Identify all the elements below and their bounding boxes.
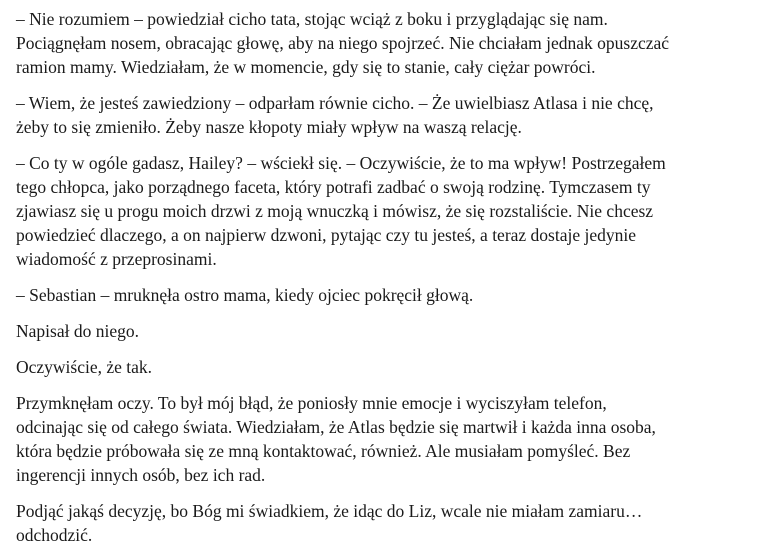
paragraph [16, 319, 741, 343]
text-line: tego chłopca, jako porządnego faceta, który potrafi zadbać o swoją rodzinę. Tymczasem ty [16, 177, 651, 197]
text-line: – Wiem, że jesteś zawiedziony – odparłam równie cicho. – Że uwielbiasz Atlasa i nie chcę, [16, 93, 654, 113]
text-line: odchodzić. [16, 525, 93, 545]
text-line: Oczywiście, że tak. [16, 357, 153, 377]
text-line: ingerencji innych osób, bez ich rad. [16, 465, 266, 485]
text-line: zjawiasz się u progu moich drzwi z moją wnuczką i mówisz, że się rozstaliście. Nie chcesz [16, 201, 654, 221]
text-line: żeby to się zmieniło. Żeby nasze kłopoty miały wpływ na waszą relację. [16, 117, 522, 137]
text-line: Przymknęłam oczy. To był mój błąd, że poniosły mnie emocje i wyciszyłam telefon, [16, 393, 607, 413]
paragraph [16, 151, 741, 271]
text-line: ramion mamy. Wiedziałam, że w momencie, gdy się to stanie, cały ciężar powróci. [16, 57, 596, 77]
paragraph [16, 355, 741, 379]
text-line: wiadomość z przeprosinami. [16, 249, 217, 269]
paragraph [16, 7, 741, 79]
text-line: Napisał do niego. [16, 321, 139, 341]
text-line: powiedzieć dlaczego, a on najpierw dzwoni, pytając czy tu jesteś, a teraz dostaje jedynie [16, 225, 637, 245]
text-line: – Co ty w ogóle gadasz, Hailey? – wściekł się. – Oczywiście, że to ma wpływ! Postrzegałem [16, 153, 666, 173]
paragraph [16, 391, 741, 487]
text-line: Podjąć jakąś decyzję, bo Bóg mi świadkiem, że idąc do Liz, wcale nie miałam zamiaru… [16, 501, 643, 521]
text-line: Pociągnęłam nosem, obracając głowę, aby na niego spojrzeć. Nie chciałam jednak opuszczać [16, 33, 670, 53]
text-line: – Sebastian – mruknęła ostro mama, kiedy ojciec pokręcił głową. [16, 285, 474, 305]
text-line: – Nie rozumiem – powiedział cicho tata, stojąc wciąż z boku i przyglądając się nam. [16, 9, 608, 29]
paragraph [16, 91, 741, 139]
text-line: odcinając się od całego świata. Wiedziałam, że Atlas będzie się martwił i każda inna osoba, [16, 417, 656, 437]
paragraph [16, 499, 741, 547]
text-line: która będzie próbowała się ze mną kontaktować, również. Ale musiałam pomyśleć. Bez [16, 441, 631, 461]
paragraph [16, 283, 741, 307]
